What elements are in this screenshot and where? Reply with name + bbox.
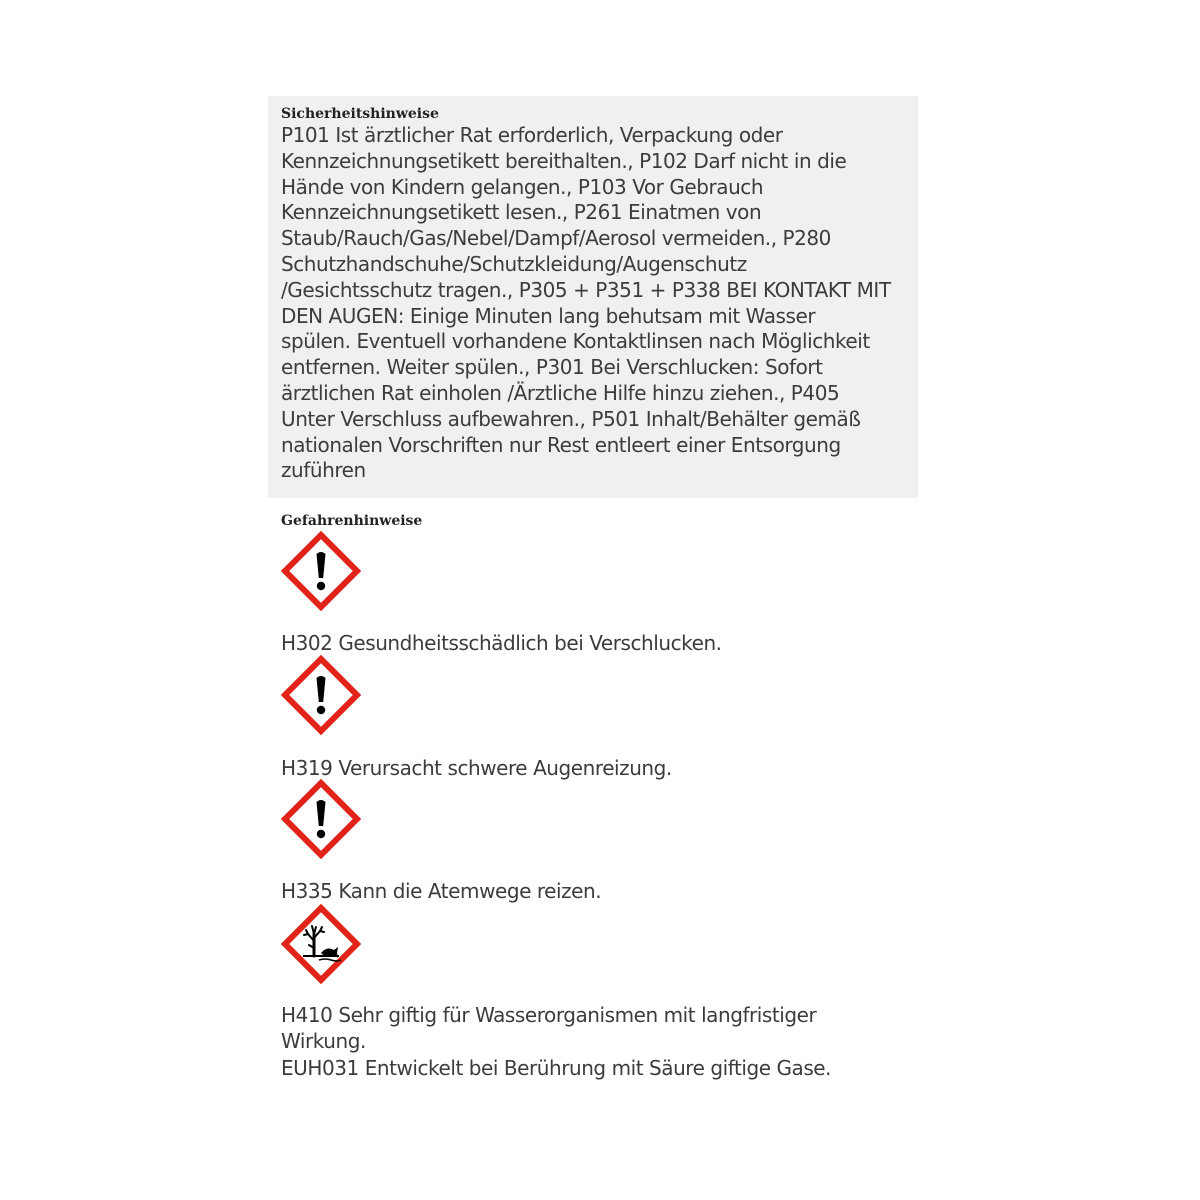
hazard-statement-euh031: EUH031 Entwickelt bei Berührung mit Säure giftige Gase.: [281, 1056, 832, 1080]
hazard-statement-h410: H410 Sehr giftig für Wasserorganismen mit langfristiger: [281, 1003, 817, 1027]
hazard-statement-h335: H335 Kann die Atemwege reizen.: [281, 879, 602, 903]
hazard-heading: Gefahrenhinweise: [281, 513, 423, 529]
safety-instructions-box: [268, 96, 918, 498]
exclamation-mark-icon: [281, 531, 361, 611]
hazard-statement-h319: H319 Verursacht schwere Augenreizung.: [281, 756, 672, 780]
exclamation-mark-icon: [281, 655, 361, 735]
hazard-statement-h410-continued: Wirkung.: [281, 1029, 366, 1053]
hazard-statement-h302: H302 Gesundheitsschädlich bei Verschlucken.: [281, 631, 722, 655]
exclamation-mark-icon: [281, 779, 361, 859]
environment-hazard-icon: [281, 904, 361, 984]
safety-heading: Sicherheitshinweise: [281, 106, 439, 122]
safety-text: P101 Ist ärztlicher Rat erforderlich, Verpackung oder Kennzeichnungsetikett bereithalten., P102 Darf nicht in die Hände von Kindern gelangen., P103 Vor Gebrauch Kennzeichnungsetikett lesen., P261 Einatmen von Staub/Rauch/Gas/Nebel/Dampf/Aerosol vermeiden., P280 Schutzhandschuhe/Schutzkleidung/Augenschutz /Gesichtsschutz tragen., P305 + P351 + P338 BEI KONTAKT MIT DEN AUGEN: Einige Minuten lang behutsam mit Wasser spülen. Eventuell vorhandene Kontaktlinsen nach Möglichkeit entfernen. Weiter spülen., P301 Bei Verschlucken: Sofort ärztlichen Rat einholen /Ärztliche Hilfe hinzu ziehen., P405 Unter Verschluss aufbewahren., P501 Inhalt/Behälter gemäß nationalen Vorschriften nur Rest entleert einer Entsorgung zuführen: [281, 123, 891, 483]
